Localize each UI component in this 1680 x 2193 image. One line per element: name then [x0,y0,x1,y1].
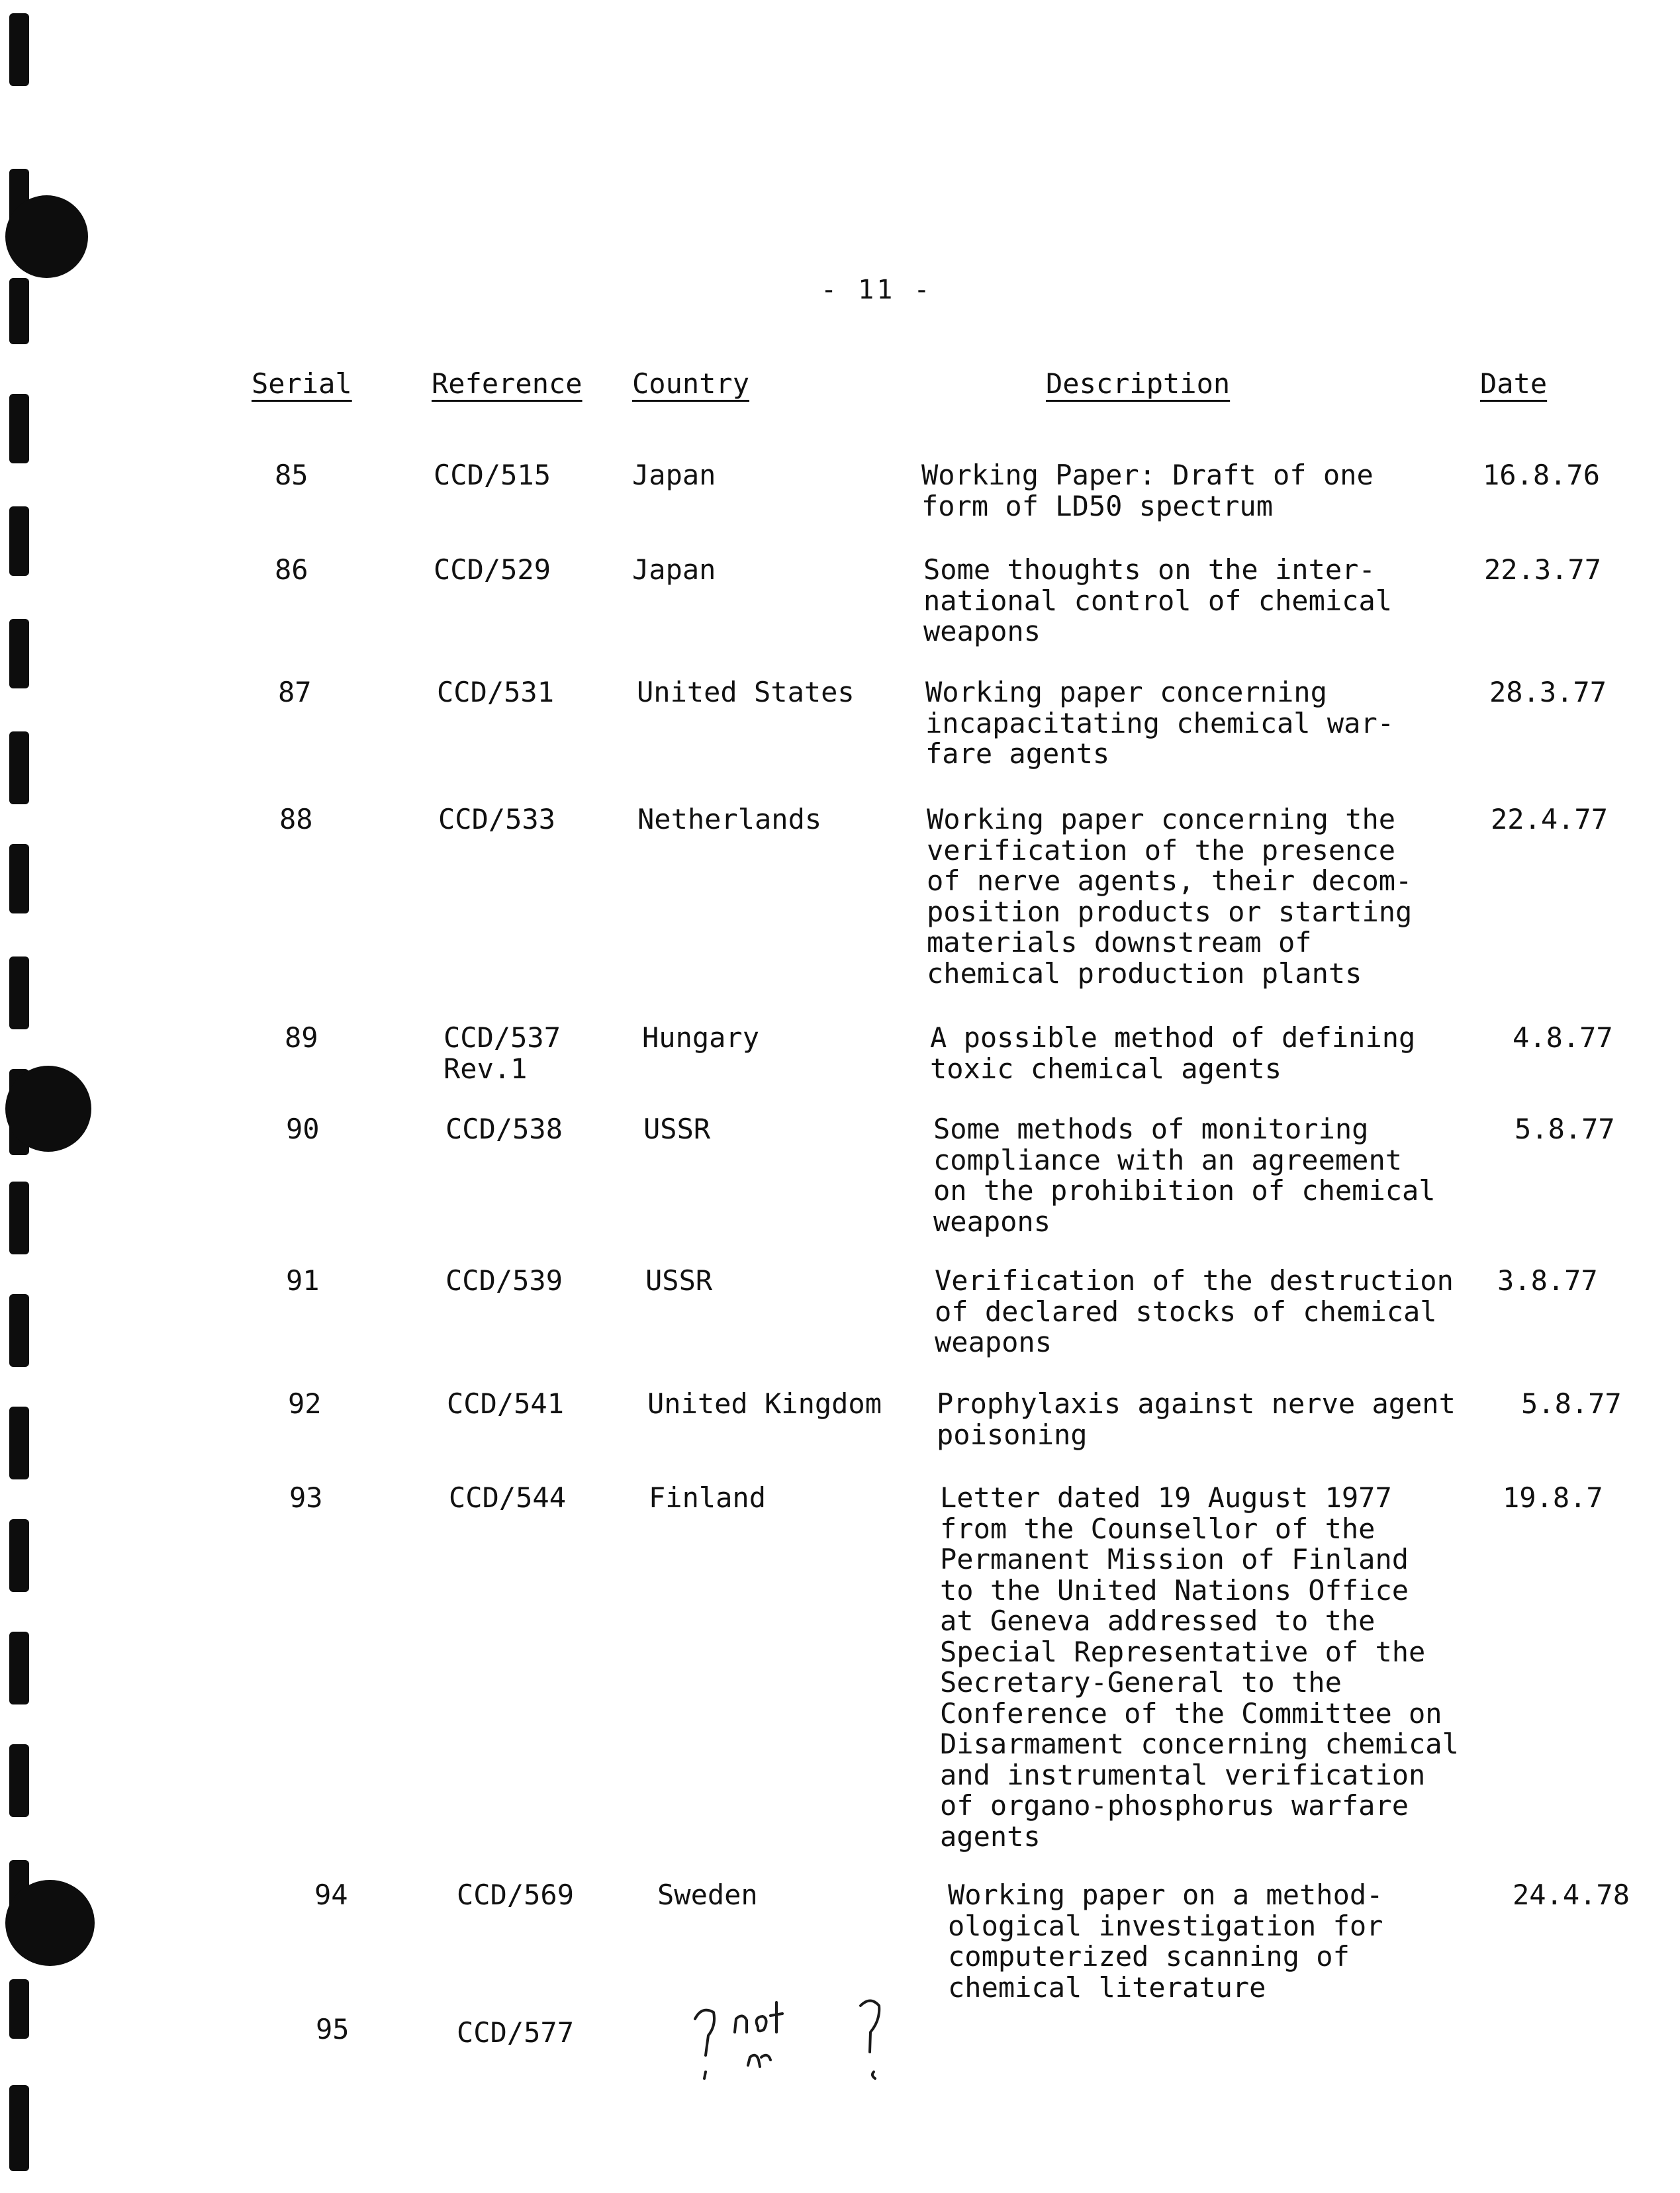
handwritten-note [682,1979,907,2085]
row-reference: CCD/569 [457,1879,575,1911]
row-reference: CCD/515 [434,459,551,491]
row-date: 5.8.77 [1515,1113,1615,1145]
row-date: 28.3.77 [1489,676,1607,708]
binder-mark [9,2085,29,2171]
header-country: Country [632,367,750,400]
row-description: Some methods of monitoring compliance with an agreement on the prohibition of chemical weapons [933,1113,1436,1238]
binder-hole [5,195,88,278]
binder-mark [9,1182,29,1254]
row-reference: CCD/529 [434,553,551,586]
row-date: 19.8.7 [1503,1481,1603,1514]
row-date: 16.8.76 [1483,459,1601,491]
row-date: 4.8.77 [1513,1021,1613,1054]
binder-mark [9,1744,29,1817]
row-country: Hungary [642,1021,760,1054]
page-number: - 11 - [821,275,933,305]
row-description: Working Paper: Draft of one form of LD50 spectrum [921,459,1374,522]
row-description: Prophylaxis against nerve agent poisoning [937,1387,1456,1451]
binder-mark [9,731,29,804]
row-reference: CCD/531 [437,676,555,708]
row-description: Working paper on a method- ological investigation for computerized scanning of chemical literature [948,1879,1383,2004]
row-reference: CCD/544 [449,1481,567,1514]
row-reference: CCD/537 Rev.1 [443,1021,561,1085]
binder-mark [9,619,29,688]
binder-mark [9,394,29,463]
binder-hole [5,1880,95,1966]
row-date: 22.3.77 [1484,553,1602,586]
row-serial: 86 [275,553,308,586]
row-description: Working paper concerning the verification of the presence of nerve agents, their decom- position products or starting materials downstream of chemical production plants [927,803,1413,990]
row-country: Japan [632,553,716,586]
row-country: United Kingdom [647,1387,882,1420]
row-serial: 88 [279,803,313,835]
row-description: Letter dated 19 August 1977 from the Counsellor of the Permanent Mission of Finland to the United Nations Office at Geneva addressed to the Special Representative of the Secretary-General to the Conference of the Committee on Disarmament concerning chemical and instrumental verification of organo-phosphorus warfare agents [940,1481,1459,1853]
row-country: USSR [645,1264,713,1297]
binder-mark [9,1979,29,2039]
row-serial: 94 [314,1879,348,1911]
row-serial: 90 [286,1113,320,1145]
row-serial: 95 [316,2013,350,2045]
header-serial: Serial [252,367,352,400]
row-serial: 93 [289,1481,323,1514]
row-date: 24.4.78 [1513,1879,1630,1911]
header-description: Description [1046,367,1231,400]
row-reference: CCD/577 [457,2016,575,2049]
binder-mark [9,1519,29,1592]
row-date: 3.8.77 [1497,1264,1598,1297]
header-date: Date [1480,367,1548,400]
binder-mark [9,1407,29,1479]
binder-mark [9,506,29,576]
binder-mark [9,844,29,913]
binder-mark [9,957,29,1029]
row-description: Some thoughts on the inter- national control of chemical weapons [923,553,1393,647]
row-reference: CCD/533 [438,803,556,835]
row-serial: 92 [288,1387,322,1420]
header-reference: Reference [432,367,583,400]
row-description: Working paper concerning incapacitating chemical war- fare agents [925,676,1395,770]
binder-mark [9,278,29,344]
binder-mark [9,1632,29,1704]
row-reference: CCD/541 [447,1387,565,1420]
binder-mark [9,13,29,86]
row-serial: 91 [286,1264,320,1297]
row-country: USSR [643,1113,711,1145]
row-country: Netherlands [637,803,822,835]
binder-mark [9,1294,29,1367]
row-serial: 87 [278,676,312,708]
row-date: 5.8.77 [1521,1387,1622,1420]
row-country: Japan [632,459,716,491]
row-country: Finland [649,1481,767,1514]
row-date: 22.4.77 [1491,803,1609,835]
row-serial: 89 [285,1021,318,1054]
row-serial: 85 [275,459,308,491]
binder-hole [5,1066,91,1152]
row-country: Sweden [657,1879,758,1911]
row-description: A possible method of defining toxic chemical agents [930,1021,1416,1085]
row-reference: CCD/539 [445,1264,563,1297]
row-reference: CCD/538 [445,1113,563,1145]
row-country: United States [637,676,855,708]
row-description: Verification of the destruction of declared stocks of chemical weapons [935,1264,1454,1358]
